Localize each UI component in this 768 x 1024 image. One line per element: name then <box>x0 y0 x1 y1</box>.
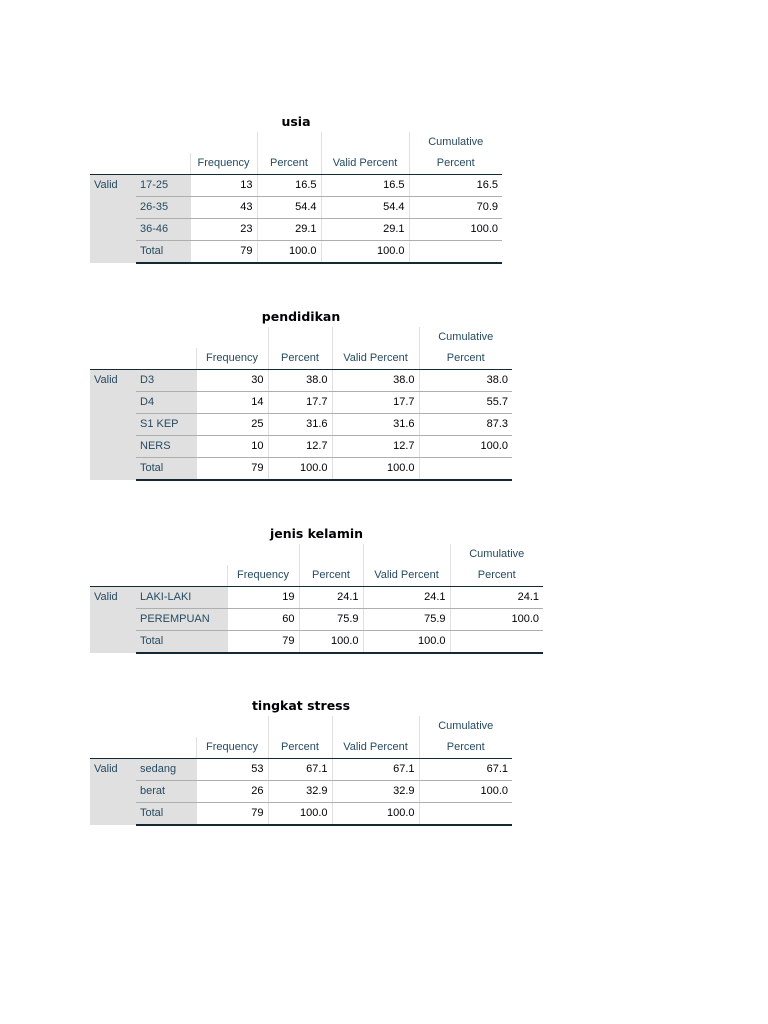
cell-frequency: 10 <box>196 436 268 458</box>
cell-percent: 17.7 <box>268 392 332 414</box>
header-percent: Percent <box>299 565 363 587</box>
table-title: jenis kelamin <box>269 526 364 541</box>
table-row <box>90 609 543 631</box>
table-row <box>90 414 512 436</box>
header-percent: Percent <box>257 153 321 175</box>
table-title: usia <box>281 114 311 129</box>
cell-frequency: 30 <box>196 370 268 392</box>
cell-cumulative-percent: 87.3 <box>419 414 512 436</box>
cell-percent: 100.0 <box>268 458 332 481</box>
cell-frequency: 23 <box>190 219 257 241</box>
group-label: Valid <box>90 587 136 654</box>
table-row-total <box>90 458 512 481</box>
table-row <box>90 175 502 197</box>
header-cumulative-percent: Percent <box>450 565 543 587</box>
frequency-table-tingkat-stress <box>90 698 512 826</box>
cell-cumulative-percent: 38.0 <box>419 370 512 392</box>
group-label: Valid <box>90 175 136 264</box>
cell-percent: 32.9 <box>268 781 332 803</box>
cell-cumulative-percent: 24.1 <box>450 587 543 609</box>
cell-percent: 24.1 <box>299 587 363 609</box>
table-row-total <box>90 241 502 264</box>
frequency-table-pendidikan <box>90 309 512 481</box>
cell-valid-percent: 24.1 <box>363 587 450 609</box>
header-cumulative-top: Cumulative <box>450 544 543 565</box>
cell-percent: 67.1 <box>268 759 332 781</box>
table-row <box>90 370 512 392</box>
table-row <box>90 587 543 609</box>
row-label: D4 <box>136 392 196 414</box>
cell-valid-percent: 17.7 <box>332 392 419 414</box>
header-cumulative-percent: Percent <box>419 348 512 370</box>
cell-cumulative-percent: 55.7 <box>419 392 512 414</box>
row-label: 17-25 <box>136 175 190 197</box>
cell-valid-percent: 54.4 <box>321 197 409 219</box>
header-percent: Percent <box>268 737 332 759</box>
cell-cumulative-percent: 16.5 <box>409 175 502 197</box>
row-label: PEREMPUAN <box>136 609 227 631</box>
header-cumulative-top: Cumulative <box>409 132 502 153</box>
cell-valid-percent: 67.1 <box>332 759 419 781</box>
cell-frequency: 14 <box>196 392 268 414</box>
cell-percent: 75.9 <box>299 609 363 631</box>
row-label: D3 <box>136 370 196 392</box>
header-frequency: Frequency <box>190 153 257 175</box>
header-frequency: Frequency <box>227 565 299 587</box>
cell-cumulative-percent: 100.0 <box>419 781 512 803</box>
cell-valid-percent: 31.6 <box>332 414 419 436</box>
row-label: Total <box>136 803 196 826</box>
row-label: Total <box>136 241 190 264</box>
cell-cumulative-percent: 70.9 <box>409 197 502 219</box>
cell-cumulative-percent <box>419 458 512 481</box>
row-label: Total <box>136 631 227 654</box>
cell-percent: 31.6 <box>268 414 332 436</box>
header-valid-percent: Valid Percent <box>363 565 450 587</box>
table-row <box>90 197 502 219</box>
header-percent: Percent <box>268 348 332 370</box>
cell-cumulative-percent: 100.0 <box>419 436 512 458</box>
cell-frequency: 43 <box>190 197 257 219</box>
header-frequency: Frequency <box>196 348 268 370</box>
header-cumulative-percent: Percent <box>419 737 512 759</box>
cell-frequency: 53 <box>196 759 268 781</box>
table-title: pendidikan <box>261 309 341 324</box>
row-label: 26-35 <box>136 197 190 219</box>
cell-cumulative-percent <box>419 803 512 826</box>
header-valid-percent: Valid Percent <box>321 153 409 175</box>
cell-cumulative-percent: 100.0 <box>450 609 543 631</box>
row-label: sedang <box>136 759 196 781</box>
frequency-table-usia <box>90 114 502 264</box>
table-row <box>90 781 512 803</box>
cell-valid-percent: 16.5 <box>321 175 409 197</box>
cell-frequency: 25 <box>196 414 268 436</box>
header-frequency: Frequency <box>196 737 268 759</box>
cell-cumulative-percent: 100.0 <box>409 219 502 241</box>
cell-frequency: 79 <box>190 241 257 264</box>
table-row <box>90 759 512 781</box>
cell-percent: 38.0 <box>268 370 332 392</box>
row-label: S1 KEP <box>136 414 196 436</box>
cell-frequency: 79 <box>196 803 268 826</box>
cell-percent: 100.0 <box>257 241 321 264</box>
cell-valid-percent: 32.9 <box>332 781 419 803</box>
row-label: NERS <box>136 436 196 458</box>
cell-frequency: 79 <box>196 458 268 481</box>
table-row <box>90 436 512 458</box>
header-cumulative-percent: Percent <box>409 153 502 175</box>
header-valid-percent: Valid Percent <box>332 348 419 370</box>
cell-frequency: 79 <box>227 631 299 654</box>
cell-percent: 29.1 <box>257 219 321 241</box>
row-label: berat <box>136 781 196 803</box>
table-title: tingkat stress <box>251 698 351 713</box>
header-valid-percent: Valid Percent <box>332 737 419 759</box>
cell-percent: 12.7 <box>268 436 332 458</box>
row-label: 36-46 <box>136 219 190 241</box>
cell-valid-percent: 38.0 <box>332 370 419 392</box>
cell-percent: 100.0 <box>299 631 363 654</box>
cell-valid-percent: 75.9 <box>363 609 450 631</box>
table-row <box>90 392 512 414</box>
cell-frequency: 60 <box>227 609 299 631</box>
cell-frequency: 26 <box>196 781 268 803</box>
cell-valid-percent: 100.0 <box>332 458 419 481</box>
header-cumulative-top: Cumulative <box>419 327 512 348</box>
row-label: Total <box>136 458 196 481</box>
cell-cumulative-percent <box>409 241 502 264</box>
cell-valid-percent: 100.0 <box>363 631 450 654</box>
frequency-table-jenis-kelamin <box>90 526 543 654</box>
cell-valid-percent: 100.0 <box>321 241 409 264</box>
cell-valid-percent: 100.0 <box>332 803 419 826</box>
cell-percent: 16.5 <box>257 175 321 197</box>
cell-valid-percent: 29.1 <box>321 219 409 241</box>
cell-frequency: 13 <box>190 175 257 197</box>
group-label: Valid <box>90 759 136 826</box>
cell-cumulative-percent: 67.1 <box>419 759 512 781</box>
header-cumulative-top: Cumulative <box>419 716 512 737</box>
cell-valid-percent: 12.7 <box>332 436 419 458</box>
cell-cumulative-percent <box>450 631 543 654</box>
group-label: Valid <box>90 370 136 481</box>
cell-percent: 54.4 <box>257 197 321 219</box>
table-row <box>90 219 502 241</box>
cell-frequency: 19 <box>227 587 299 609</box>
row-label: LAKI-LAKI <box>136 587 227 609</box>
table-row-total <box>90 631 543 654</box>
cell-percent: 100.0 <box>268 803 332 826</box>
table-row-total <box>90 803 512 826</box>
